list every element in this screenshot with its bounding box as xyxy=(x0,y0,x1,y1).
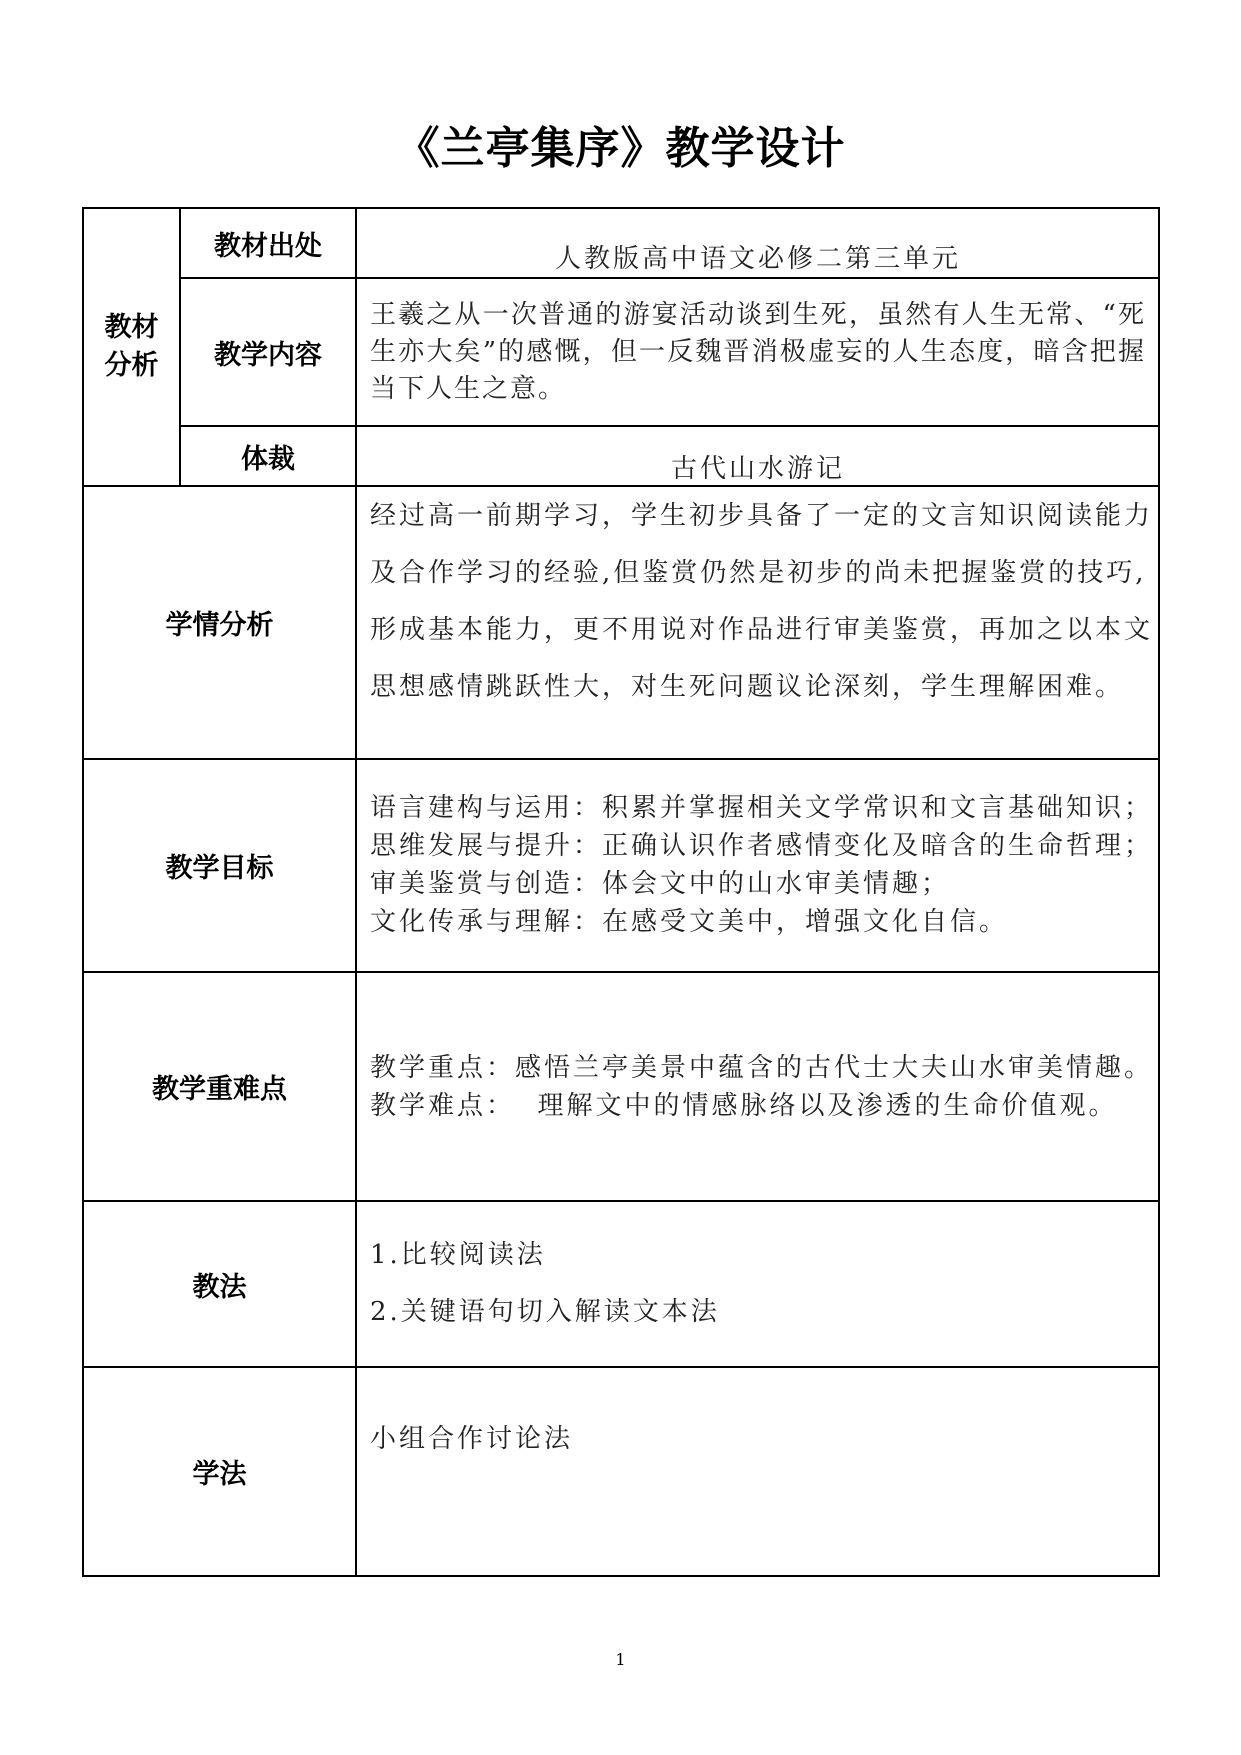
row-student-analysis xyxy=(83,486,1159,758)
student-analysis-value xyxy=(356,486,1159,758)
objective-line: 语言建构与运用：积累并掌握相关文学常识和文言基础知识； xyxy=(370,793,1154,824)
page-number: 1 xyxy=(615,1650,626,1669)
page-title: 《兰亭集序》教学设计 xyxy=(395,123,846,174)
lesson-plan-table xyxy=(82,207,1160,1577)
row-teaching-methods xyxy=(83,1201,1159,1366)
learning-methods-value: 小组合作讨论法 xyxy=(356,1367,1159,1576)
key-point-line: 教学难点： 理解文中的情感脉络以及渗透的生命价值观。 xyxy=(370,1090,1118,1121)
source-value: 人教版高中语文必修二第三单元 xyxy=(356,208,1159,278)
row-material-source xyxy=(83,208,1159,278)
objective-line: 思维发展与提升：正确认识作者感情变化及暗含的生命哲理； xyxy=(370,831,1154,862)
teaching-methods-label: 教法 xyxy=(83,1201,356,1366)
key-point-line: 教学重点：感悟兰亭美景中蕴含的古代士大夫山水审美情趣。 xyxy=(370,1052,1154,1083)
learning-methods-label: 学法 xyxy=(83,1367,356,1576)
row-objectives xyxy=(83,759,1159,972)
row-material-genre xyxy=(83,426,1159,486)
teaching-method-line: 1.比较阅读法 xyxy=(370,1240,546,1270)
teaching-method-line: 2.关键语句切入解读文本法 xyxy=(370,1297,720,1327)
key-points-value xyxy=(356,972,1159,1201)
student-analysis-line: 思想感情跳跃性大，对生死问题议论深刻，学生理解困难。 xyxy=(370,672,1125,703)
material-analysis-label-line1: 教材 xyxy=(104,312,159,344)
row-material-content xyxy=(83,278,1159,426)
key-points-label: 教学重难点 xyxy=(83,972,356,1201)
row-learning-methods xyxy=(83,1367,1159,1576)
genre-value: 古代山水游记 xyxy=(356,426,1159,486)
teaching-methods-value xyxy=(356,1201,1159,1366)
objectives-value xyxy=(356,759,1159,972)
objectives-label: 教学目标 xyxy=(83,759,356,972)
genre-label: 体裁 xyxy=(180,426,356,486)
student-analysis-line: 形成基本能力，更不用说对作品进行审美鉴赏，再加之以本文 xyxy=(370,615,1154,646)
content-label: 教学内容 xyxy=(180,278,356,426)
student-analysis-line: 经过高一前期学习，学生初步具备了一定的文言知识阅读能力 xyxy=(370,501,1154,532)
content-value: 王羲之从一次普通的游宴活动谈到生死，虽然有人生无常、“死生亦大矣”的感慨，但一反魏晋消极虚妄的人生态度，暗含把握当下人生之意。 xyxy=(356,278,1159,426)
material-analysis-label xyxy=(83,208,180,486)
source-label: 教材出处 xyxy=(180,208,356,278)
objective-line: 审美鉴赏与创造：体会文中的山水审美情趣； xyxy=(370,869,951,900)
material-analysis-label-line2: 分析 xyxy=(104,350,159,382)
student-analysis-line: 及合作学习的经验,但鉴赏仍然是初步的尚未把握鉴赏的技巧, xyxy=(370,558,1147,589)
objective-line: 文化传承与理解：在感受文美中，增强文化自信。 xyxy=(370,907,1009,938)
student-analysis-label: 学情分析 xyxy=(83,486,356,758)
row-key-points xyxy=(83,972,1159,1201)
